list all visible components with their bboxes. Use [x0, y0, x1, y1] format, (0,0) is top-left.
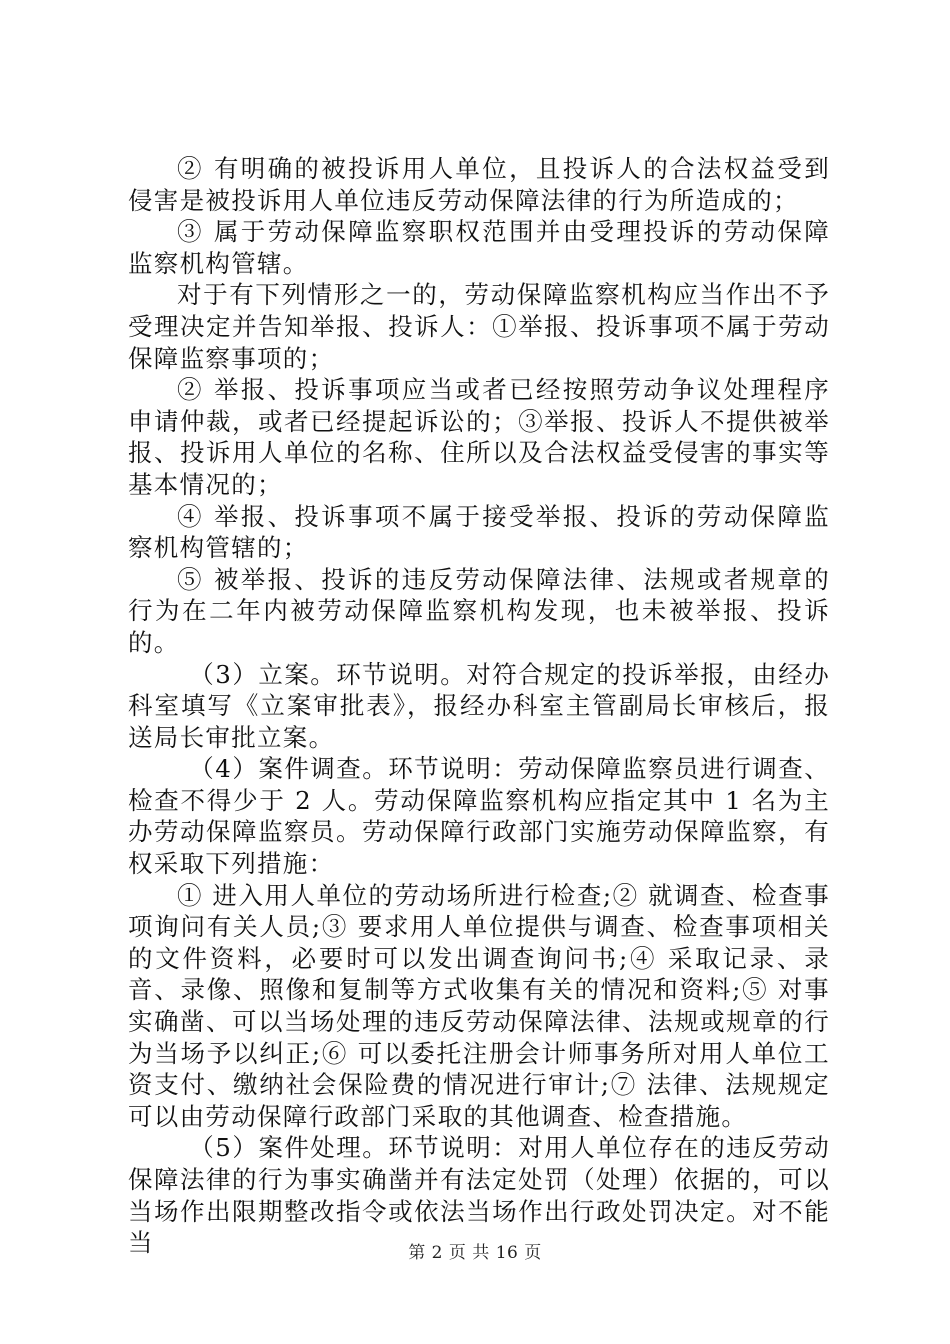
paragraph-4: ② 举报、投诉事项应当或者已经按照劳动争议处理程序申请仲裁，或者已经提起诉讼的；③举报、投诉人不提供被举报、投诉用人单位的名称、住所以及合法权益受侵害的事实等基本情况的； — [128, 375, 830, 499]
paragraph-8: （4）案件调查。环节说明：劳动保障监察员进行调查、检查不得少于 2 人。劳动保障监察机构应指定其中 1 名为主办劳动保障监察员。劳动保障行政部门实施劳动保障监察，有权采取下列措施： — [128, 754, 830, 879]
paragraph-6: ⑤ 被举报、投诉的违反劳动保障法律、法规或者规章的行为在二年内被劳动保障监察机构发现，也未被举报、投诉的。 — [128, 564, 830, 657]
page-number-label: 第 2 页 共 16 页 — [408, 1243, 542, 1263]
paragraph-2: ③ 属于劳动保障监察职权范围并由受理投诉的劳动保障监察机构管辖。 — [128, 217, 830, 278]
paragraph-7: （3）立案。环节说明。对符合规定的投诉举报，由经办科室填写《立案审批表》，报经办科室主管副局长审核后，报送局长审批立案。 — [128, 659, 830, 752]
paragraph-5: ④ 举报、投诉事项不属于接受举报、投诉的劳动保障监察机构管辖的； — [128, 501, 830, 563]
paragraph-10: （5）案件处理。环节说明：对用人单位存在的违反劳动保障法律的行为事实确凿并有法定处罚（处理）依据的，可以当场作出限期整改指令或依法当场作出行政处罚决定。对不能当 — [128, 1133, 830, 1258]
document-body — [128, 153, 830, 1259]
paragraph-1: ② 有明确的被投诉用人单位，且投诉人的合法权益受到侵害是被投诉用人单位违反劳动保障法律的行为所造成的； — [128, 154, 830, 215]
paragraph-3: 对于有下列情形之一的，劳动保障监察机构应当作出不予受理决定并告知举报、投诉人：①举报、投诉事项不属于劳动保障监察事项的； — [128, 280, 830, 373]
paragraph-9: ① 进入用人单位的劳动场所进行检查;② 就调查、检查事项询问有关人员;③ 要求用人单位提供与调查、检查事项相关的文件资料，必要时可以发出调查询问书;④ 采取记录、录音、录像、照像和复制等方式收集有关的情况和资料;⑤ 对事实确凿、可以当场处理的违反劳动保障法律、法规或规章的行为当场予以纠正;⑥ 可以委托注册会计师事务所对用人单位工资支付、缴纳社会保险费的情况进行审计;⑦ 法律、法规规定可以由劳动保障行政部门采取的其他调查、检查措施。 — [128, 880, 830, 1131]
page-footer — [0, 1242, 950, 1264]
